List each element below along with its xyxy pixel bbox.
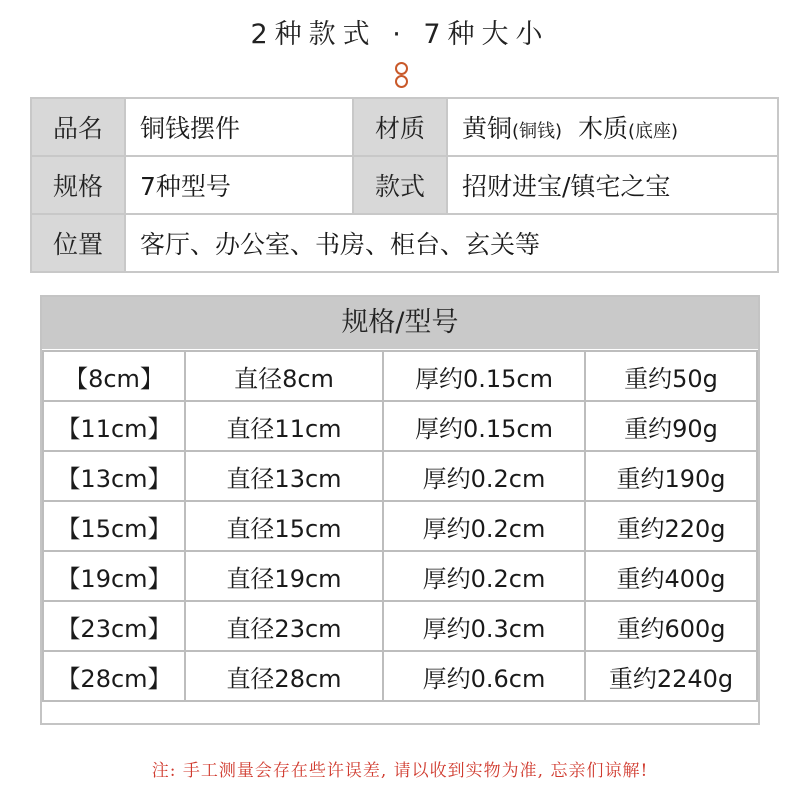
thickness-cell: 厚约0.15cm [383,401,585,451]
weight-cell: 重约190g [585,451,757,501]
material-main: 黄铜 [462,114,513,143]
table-row [43,501,757,551]
model-cell: 【19cm】 [43,551,185,601]
thickness-cell: 厚约0.2cm [383,551,585,601]
diameter-cell: 直径15cm [185,501,383,551]
thickness-cell: 厚约0.2cm [383,451,585,501]
model-cell: 【28cm】 [43,651,185,701]
product-info-table [30,97,779,273]
material-main-2: 木质 [577,114,628,143]
diameter-cell: 直径19cm [185,551,383,601]
diameter-cell: 直径13cm [185,451,383,501]
ring-ornament-icon [392,60,410,94]
table-row [43,601,757,651]
table-row [43,351,757,401]
weight-cell: 重约2240g [585,651,757,701]
model-cell: 【8cm】 [43,351,185,401]
info-value: 铜钱摆件 [125,98,353,156]
table-row [43,551,757,601]
material-note-2: (底座) [627,121,679,142]
spec-section [40,295,760,725]
thickness-cell: 厚约0.6cm [383,651,585,701]
info-label: 品名 [31,98,125,156]
info-value-material [447,98,778,156]
thickness-cell: 厚约0.3cm [383,601,585,651]
table-row [43,451,757,501]
model-cell: 【11cm】 [43,401,185,451]
info-row [31,156,778,214]
info-value: 招财进宝/镇宅之宝 [447,156,778,214]
diameter-cell: 直径8cm [185,351,383,401]
info-label: 规格 [31,156,125,214]
weight-cell: 重约220g [585,501,757,551]
thickness-cell: 厚约0.15cm [383,351,585,401]
material-note: (铜钱) [512,121,563,142]
table-row [43,651,757,701]
model-cell: 【13cm】 [43,451,185,501]
info-value: 客厅、办公室、书房、柜台、玄关等 [125,214,778,272]
spec-title: 规格/型号 [42,297,758,349]
weight-cell: 重约600g [585,601,757,651]
thickness-cell: 厚约0.2cm [383,501,585,551]
info-label: 材质 [353,98,447,156]
info-label: 位置 [31,214,125,272]
diameter-cell: 直径11cm [185,401,383,451]
info-row [31,98,778,156]
model-cell: 【15cm】 [43,501,185,551]
info-label: 款式 [353,156,447,214]
diameter-cell: 直径28cm [185,651,383,701]
disclaimer-note: 注: 手工测量会存在些许误差, 请以收到实物为准, 忘亲们谅解! [151,761,649,781]
weight-cell: 重约50g [585,351,757,401]
spec-table [42,350,758,702]
weight-cell: 重约90g [585,401,757,451]
info-value: 7种型号 [125,156,353,214]
weight-cell: 重约400g [585,551,757,601]
page-title: 2种款式 · 7种大小 [250,19,550,50]
model-cell: 【23cm】 [43,601,185,651]
info-row [31,214,778,272]
diameter-cell: 直径23cm [185,601,383,651]
table-row [43,401,757,451]
